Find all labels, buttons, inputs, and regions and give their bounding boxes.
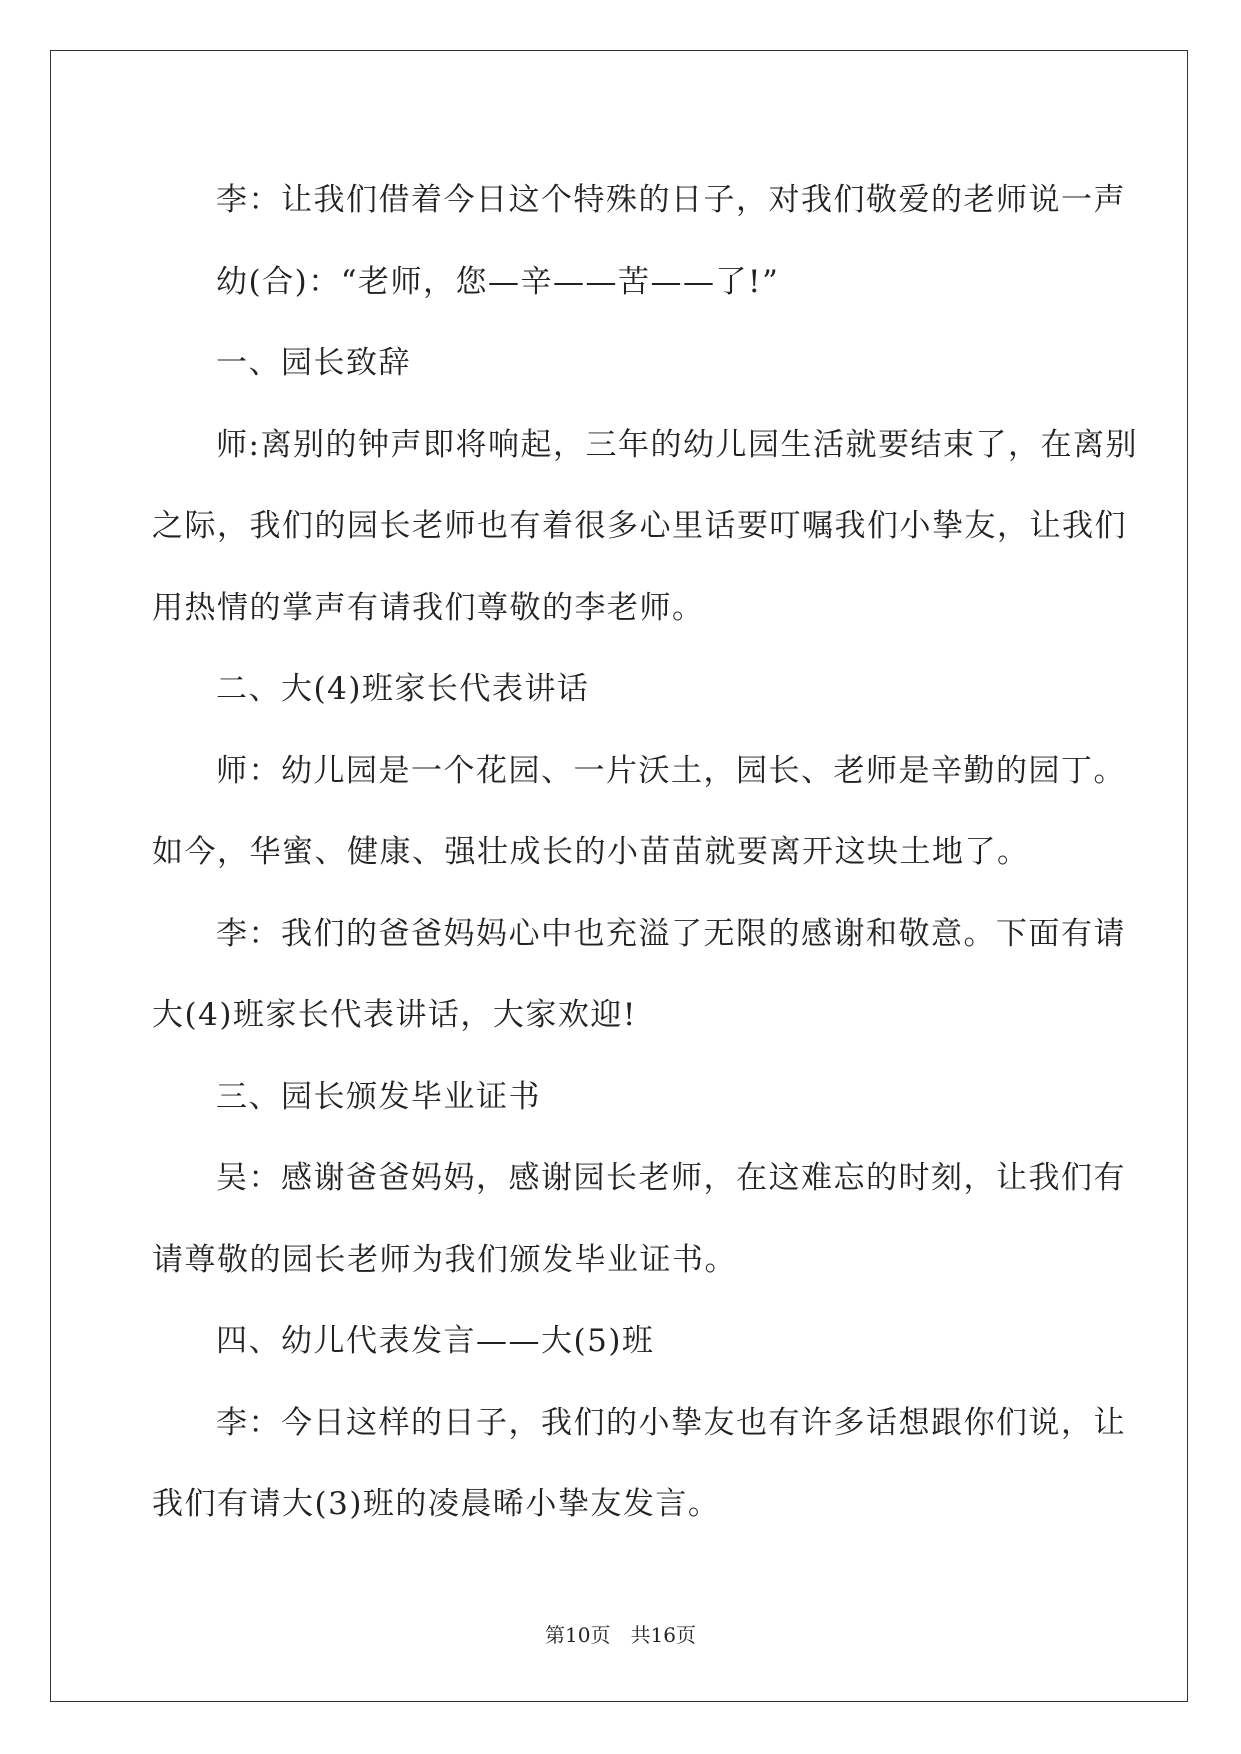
page-number-footer: 第10页 共16页 <box>545 1623 696 1647</box>
paragraph: 李：让我们借着今日这个特殊的日子，对我们敬爱的老师说一声 <box>216 182 1126 218</box>
section-heading: 三、园长颁发毕业证书 <box>216 1078 541 1115</box>
section-heading: 一、园长致辞 <box>216 345 411 381</box>
paragraph: 大(4)班家长代表讲话，大家欢迎! <box>152 997 637 1033</box>
paragraph: 我们有请大(3)班的凌晨晞小挚友发言。 <box>152 1486 721 1522</box>
paragraph: 如今，华蜜、健康、强壮成长的小苗苗就要离开这块土地了。 <box>152 834 1030 870</box>
paragraph: 用热情的掌声有请我们尊敬的李老师。 <box>152 589 705 626</box>
section-heading: 二、大(4)班家长代表讲话 <box>216 671 590 707</box>
section-heading: 四、幼儿代表发言——大(5)班 <box>216 1323 655 1359</box>
paragraph: 李：我们的爸爸妈妈心中也充溢了无限的感谢和敬意。下面有请 <box>216 915 1126 952</box>
paragraph: 师：幼儿园是一个花园、一片沃土，园长、老师是辛勤的园丁。 <box>216 752 1126 789</box>
paragraph: 李：今日这样的日子，我们的小挚友也有许多话想跟你们说，让 <box>216 1404 1126 1441</box>
paragraph: 幼(合)：“老师，您—辛——苦——了!” <box>216 263 780 300</box>
document-body <box>152 160 1138 1546</box>
paragraph: 请尊敬的园长老师为我们颁发毕业证书。 <box>152 1241 737 1278</box>
paragraph: 师:离别的钟声即将响起，三年的幼儿园生活就要结束了，在离别 <box>216 426 1138 463</box>
paragraph: 之际，我们的园长老师也有着很多心里话要叮嘱我们小挚友，让我们 <box>152 508 1127 544</box>
paragraph: 吴：感谢爸爸妈妈，感谢园长老师，在这难忘的时刻，让我们有 <box>216 1160 1126 1196</box>
